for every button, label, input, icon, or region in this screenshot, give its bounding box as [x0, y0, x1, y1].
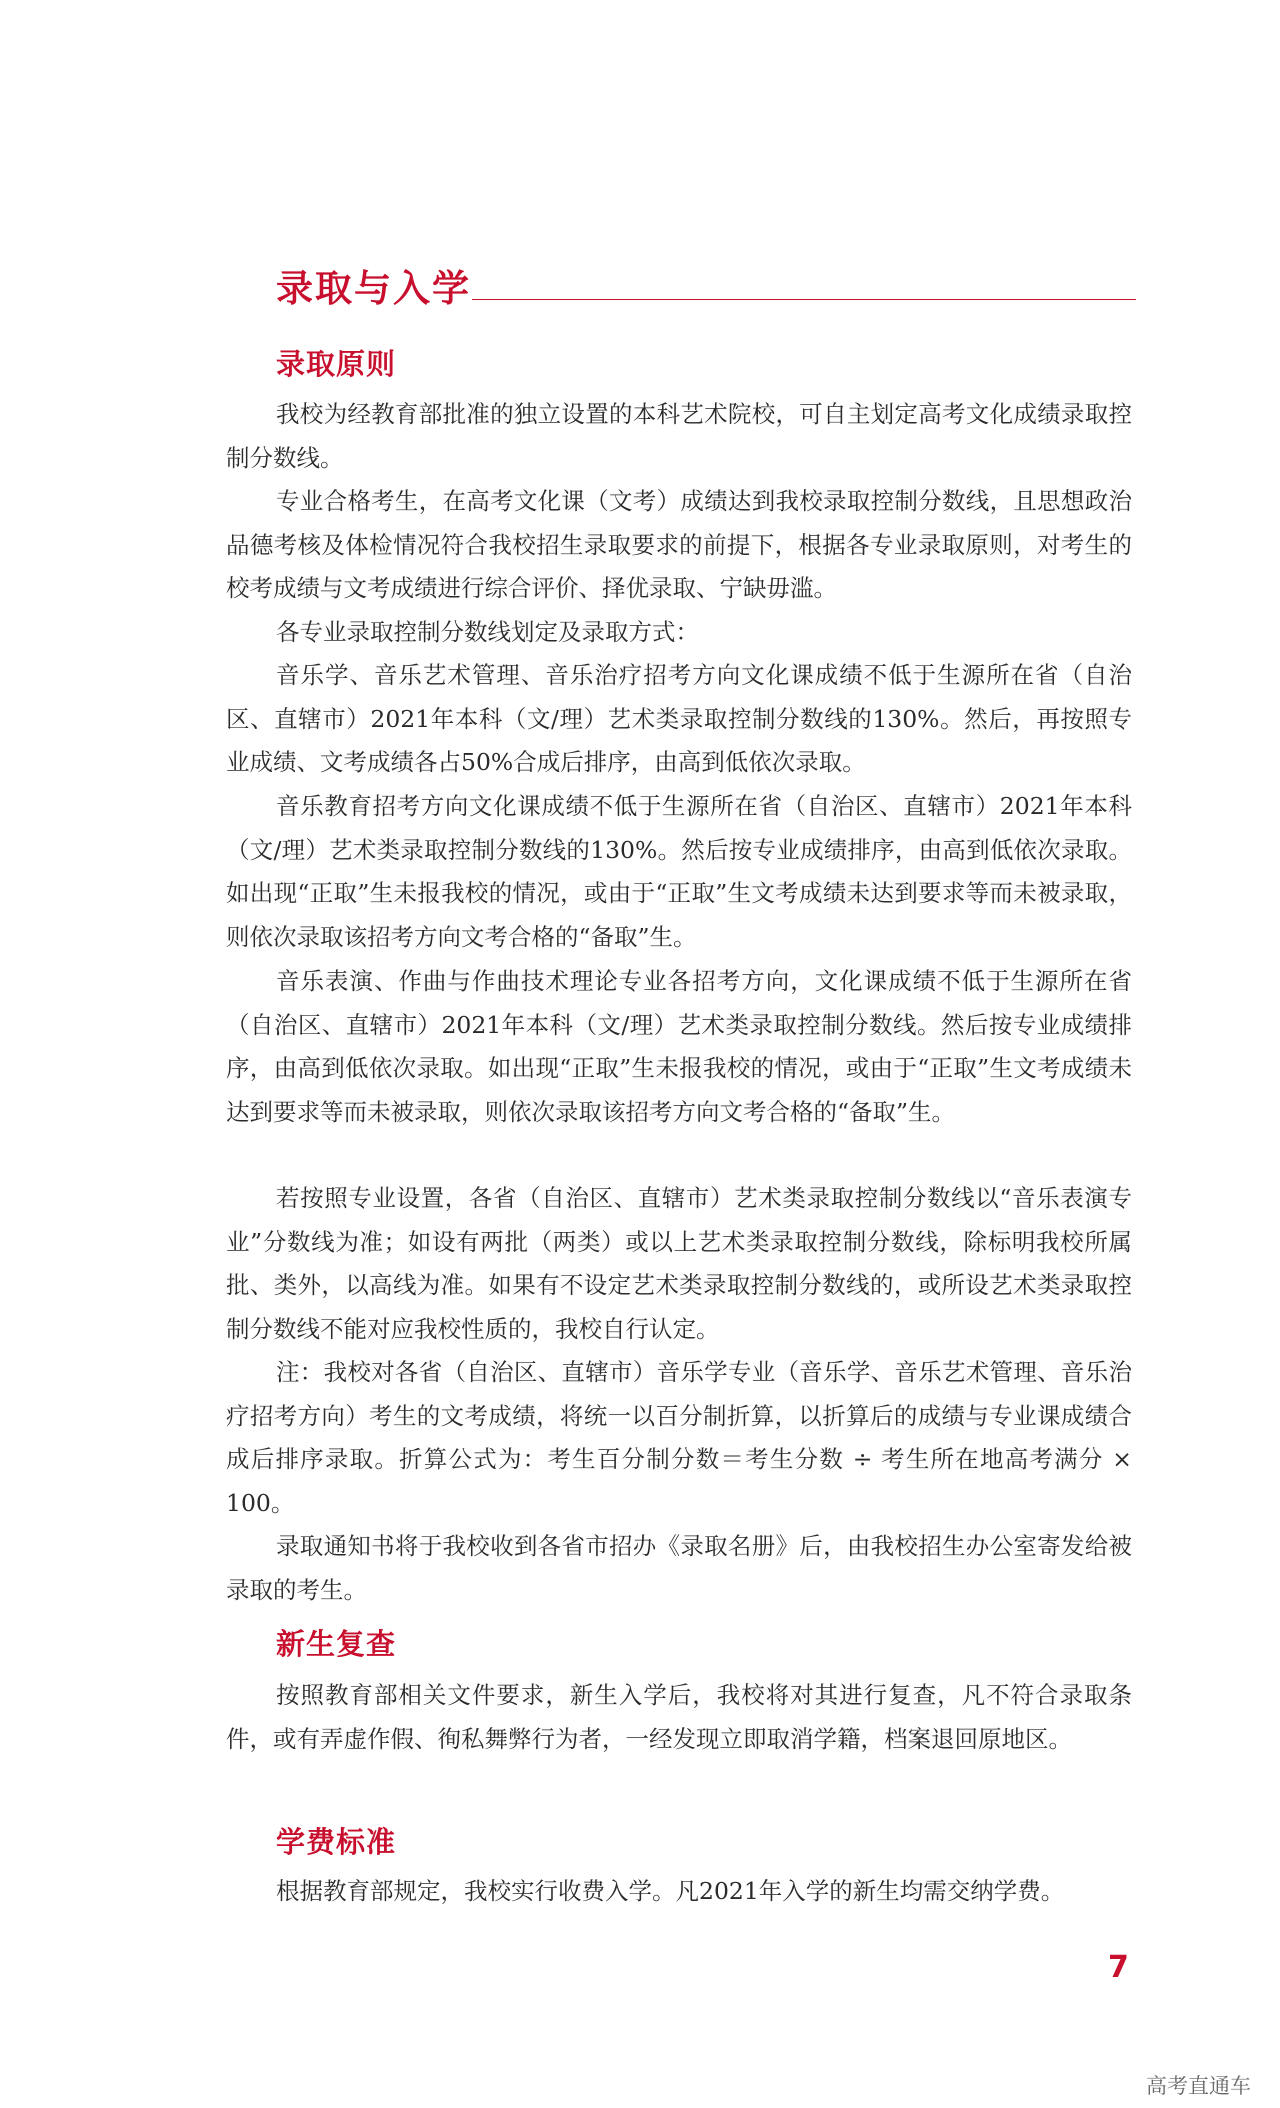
chapter-title-rule [472, 299, 1136, 300]
paragraph: 专业合格考生，在高考文化课（文考）成绩达到我校录取控制分数线，且思想政治品德考核及体检情况符合我校招生录取要求的前提下，根据各专业录取原则，对考生的校考成绩与文考成绩进行综合评价、择优录取、宁缺毋滥。 [226, 487, 1132, 603]
paragraph: 注：我校对各省（自治区、直辖市）音乐学专业（音乐学、音乐艺术管理、音乐治疗招考方向）考生的文考成绩，将统一以百分制折算，以折算后的成绩与专业课成绩合成后排序录取。折算公式为：考生百分制分数＝考生分数 ÷ 考生所在地高考满分 × 100。 [226, 1358, 1132, 1517]
section-heading-admission-principles: 录取原则 [276, 347, 397, 381]
paragraph: 音乐教育招考方向文化课成绩不低于生源所在省（自治区、直辖市）2021年本科（文/理）艺术类录取控制分数线的130%。然后按专业成绩排序，由高到低依次录取。如出现“正取”生未报我校的情况，或由于“正取”生文考成绩未达到要求等而未被录取，则依次录取该招考方向文考合格的“备取”生。 [226, 792, 1132, 951]
paragraph: 各专业录取控制分数线划定及录取方式： [276, 618, 699, 646]
paragraph: 根据教育部规定，我校实行收费入学。凡2021年入学的新生均需交纳学费。 [276, 1877, 1065, 1905]
page-number: 7 [1108, 1950, 1129, 1985]
paragraph: 音乐学、音乐艺术管理、音乐治疗招考方向文化课成绩不低于生源所在省（自治区、直辖市）2021年本科（文/理）艺术类录取控制分数线的130%。然后，再按照专业成绩、文考成绩各占50%合成后排序，由高到低依次录取。 [226, 661, 1132, 777]
section-heading-tuition-standard: 学费标准 [276, 1825, 397, 1859]
chapter-header [276, 258, 1136, 308]
paragraph: 录取通知书将于我校收到各省市招办《录取名册》后，由我校招生办公室寄发给被录取的考生。 [226, 1532, 1132, 1604]
chapter-title: 录取与入学 [276, 267, 471, 310]
paragraph: 我校为经教育部批准的独立设置的本科艺术院校，可自主划定高考文化成绩录取控制分数线。 [226, 400, 1132, 472]
watermark-text: 高考直通车 [1146, 2074, 1251, 2098]
paragraph: 音乐表演、作曲与作曲技术理论专业各招考方向，文化课成绩不低于生源所在省（自治区、直辖市）2021年本科（文/理）艺术类录取控制分数线。然后按专业成绩排序，由高到低依次录取。如出现“正取”生未报我校的情况，或由于“正取”生文考成绩未达到要求等而未被录取，则依次录取该招考方向文考合格的“备取”生。 [226, 967, 1132, 1126]
paragraph: 按照教育部相关文件要求，新生入学后，我校将对其进行复查，凡不符合录取条件，或有弄虚作假、徇私舞弊行为者，一经发现立即取消学籍，档案退回原地区。 [226, 1681, 1132, 1753]
section-heading-freshman-review: 新生复查 [276, 1627, 397, 1661]
paragraph: 若按照专业设置，各省（自治区、直辖市）艺术类录取控制分数线以“音乐表演专业”分数线为准；如设有两批（两类）或以上艺术类录取控制分数线，除标明我校所属批、类外，以高线为准。如果有不设定艺术类录取控制分数线的，或所设艺术类录取控制分数线不能对应我校性质的，我校自行认定。 [226, 1184, 1132, 1343]
